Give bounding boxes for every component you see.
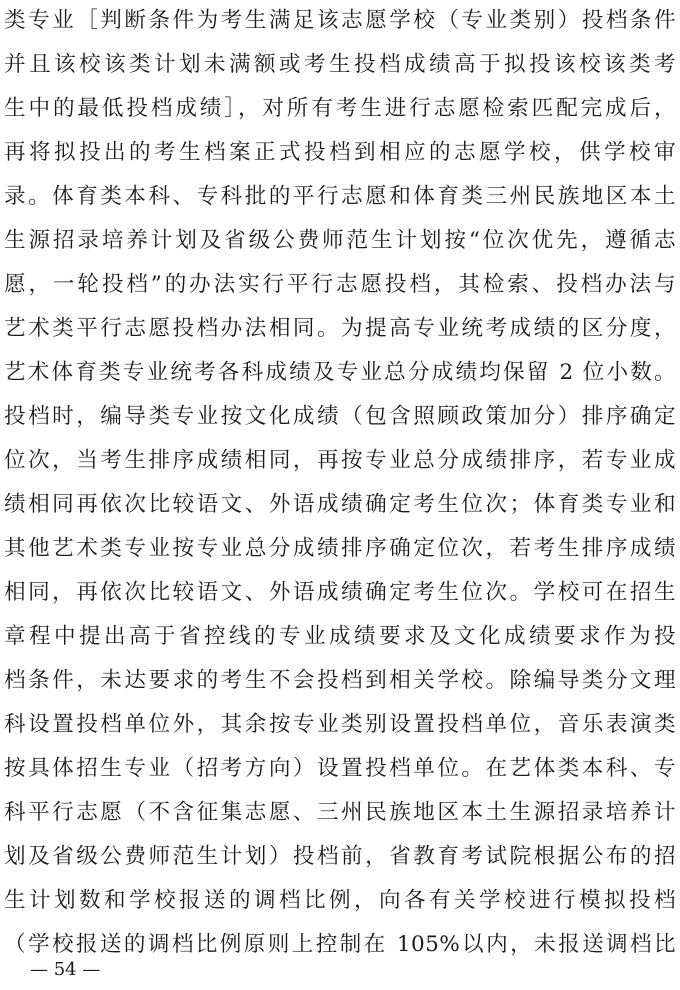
text-line: 艺术体育类专业统考各科成绩及专业总分成绩均保留 2 位小数。 xyxy=(4,360,676,385)
text-line: 生中的最低投档成绩］，对所有考生进行志愿检索匹配完成后， xyxy=(4,96,676,121)
text-line: 按具体招生专业（招考方向）设置投档单位。在艺体类本科、专 xyxy=(4,756,676,781)
text-line: 录。体育类本科、专科批的平行志愿和体育类三州民族地区本土 xyxy=(4,184,676,209)
page-number: — 54 — xyxy=(30,959,101,980)
text-line: 类专业［判断条件为考生满足该志愿学校（专业类别）投档条件 xyxy=(4,8,676,33)
text-line: 章程中提出高于省控线的专业成绩要求及文化成绩要求作为投 xyxy=(4,624,676,649)
text-line: 并且该校该类计划未满额或考生投档成绩高于拟投该校该类考 xyxy=(4,52,676,77)
text-line: （学校报送的调档比例原则上控制在 105%以内，未报送调档比 xyxy=(4,932,676,957)
text-line: 相同，再依次比较语文、外语成绩确定考生位次。学校可在招生 xyxy=(4,580,676,605)
text-line: 位次，当考生排序成绩相同，再按专业总分成绩排序，若专业成 xyxy=(4,448,676,473)
text-line: 档条件，未达要求的考生不会投档到相关学校。除编导类分文理 xyxy=(4,668,676,693)
text-line: 科设置投档单位外，其余按专业类别设置投档单位，音乐表演类 xyxy=(4,712,676,737)
text-line: 愿，一轮投档”的办法实行平行志愿投档，其检索、投档办法与 xyxy=(4,272,676,297)
text-line: 生源招录培养计划及省级公费师范生计划按“位次优先，遵循志 xyxy=(4,228,676,253)
text-line: 投档时，编导类专业按文化成绩（包含照顾政策加分）排序确定 xyxy=(4,404,676,429)
text-line: 艺术类平行志愿投档办法相同。为提高专业统考成绩的区分度， xyxy=(4,316,676,341)
text-line: 再将拟投出的考生档案正式投档到相应的志愿学校，供学校审 xyxy=(4,140,676,165)
text-line: 绩相同再依次比较语文、外语成绩确定考生位次；体育类专业和 xyxy=(4,492,676,517)
text-line: 其他艺术类专业按专业总分成绩排序确定位次，若考生排序成绩 xyxy=(4,536,676,561)
text-line: 生计划数和学校报送的调档比例，向各有关学校进行模拟投档 xyxy=(4,888,676,913)
text-line: 划及省级公费师范生计划）投档前，省教育考试院根据公布的招 xyxy=(4,844,676,869)
text-line: 科平行志愿（不含征集志愿、三州民族地区本土生源招录培养计 xyxy=(4,800,676,825)
